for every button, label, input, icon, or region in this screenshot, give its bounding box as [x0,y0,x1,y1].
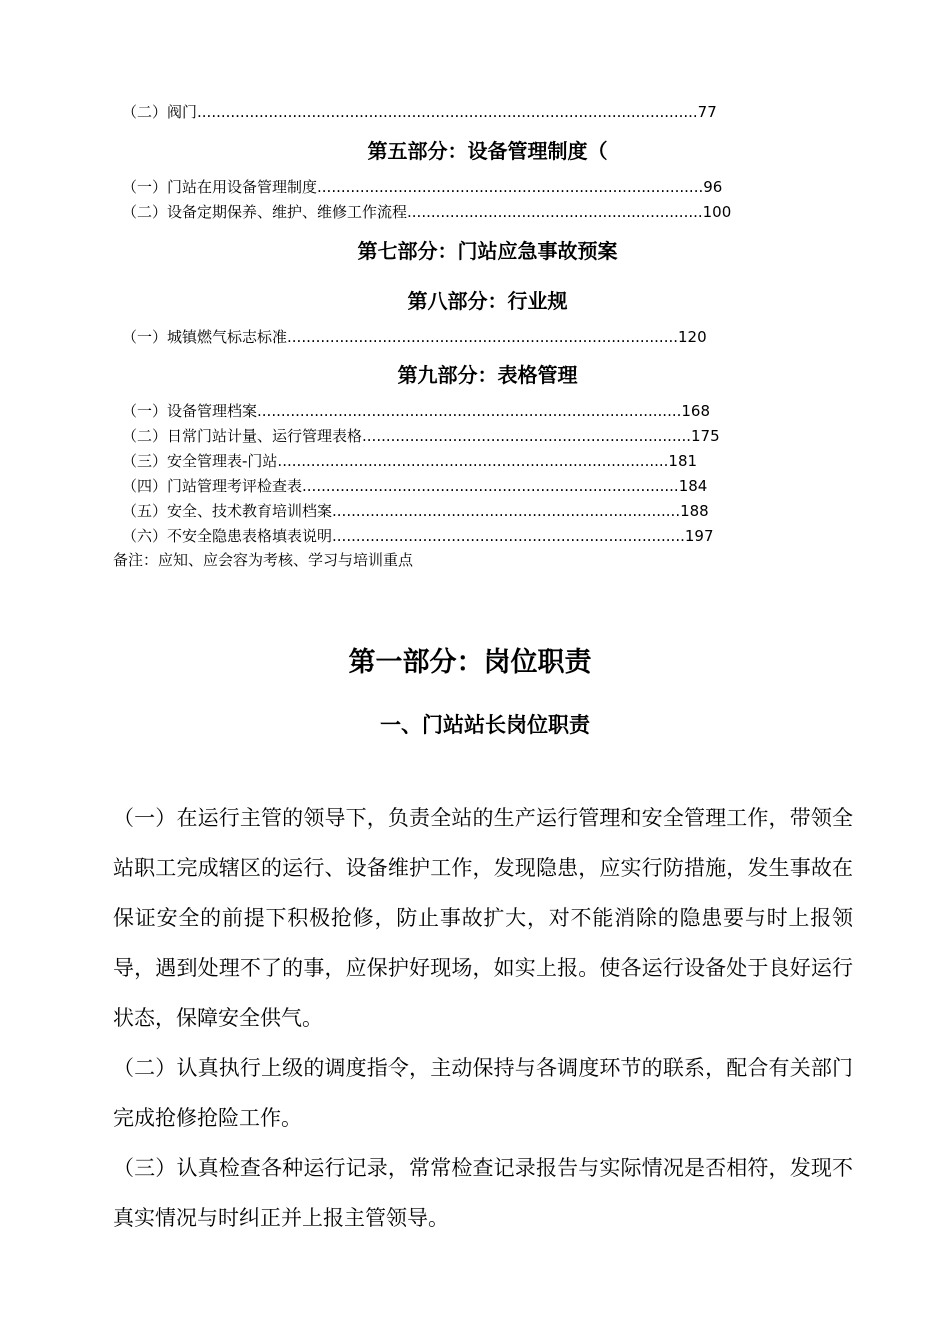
toc-entry[interactable] [122,477,707,497]
toc-entry-valve[interactable] [122,103,717,123]
toc-entry-label: （一）设备管理档案 [122,402,258,420]
toc-leader-dots: ......................................................................................... [257,402,682,420]
toc-entry-label: （三）安全管理表-门站 [122,452,278,470]
toc-entry-page: 120 [678,328,707,346]
toc-entry-label: （五）安全、技术教育培训档案 [122,502,333,520]
toc-entry[interactable] [122,402,710,422]
toc-leader-dots: ......................................................................... [332,502,681,520]
toc-leader-dots: .......................................................................... [332,527,685,545]
toc-entry-page: 181 [668,452,698,470]
toc-entry-page: 175 [691,427,720,445]
toc-entry-label: （二）阀门 [122,103,198,121]
section-subtitle: 一、门站站长岗位职责 [380,713,590,737]
toc-entry-page: 197 [684,527,714,545]
toc-leader-dots: .................................................................................. [287,328,678,346]
body-paragraph: （三）认真检查各种运行记录，常常检查记录报告与实际情况是否相符，发现不真实情况与时纠正并上报主管领导。 [113,1156,853,1230]
toc-entry-label: （二）日常门站计量、运行管理表格 [122,427,363,445]
toc-entry[interactable] [122,427,720,447]
toc-section-9-heading: 第九部分：表格管理 [397,363,578,387]
part-title: 第一部分：岗位职责 [348,647,592,678]
body-paragraph: （二）认真执行上级的调度指令，主动保持与各调度环节的联系，配合有关部门完成抢修抢险工作。 [113,1056,853,1130]
toc-entry[interactable] [122,502,709,522]
toc-leader-dots: ............................................................................... [302,477,679,495]
toc-entry[interactable] [122,203,731,223]
toc-section-8-heading: 第八部分：行业规 [407,289,568,313]
body-paragraph: （一）在运行主管的领导下，负责全站的生产运行管理和安全管理工作，带领全站职工完成辖区的运行、设备维护工作，发现隐患，应实行防措施，发生事故在保证安全的前提下积极抢修，防止事故扩大，对不能消除的隐患要与时上报领导，遇到处理不了的事，应保护好现场，如实上报。使各运行设备处于良好运行状态，保障安全供气。 [113,806,853,1030]
toc-entry-page: 188 [680,502,709,520]
toc-leader-dots: ................................................................................. [317,178,704,196]
toc-entry[interactable] [122,527,714,547]
toc-leader-dots: .................................................................................. [277,452,669,470]
toc-entry[interactable] [122,178,722,198]
toc-entry-page: 100 [702,203,732,221]
toc-entry-page: 77 [697,103,717,121]
toc-entry[interactable] [122,328,707,348]
toc-entry-label: （六）不安全隐患表格填表说明 [122,527,333,545]
toc-note: 备注：应知、应会容为考核、学习与培训重点 [113,551,414,569]
toc-entry-label: （一）城镇燃气标志标准 [122,328,288,346]
toc-section-7-heading: 第七部分：门站应急事故预案 [357,239,618,263]
toc-leader-dots: ..................................................................... [362,427,692,445]
toc-leader-dots: .............................................................. [407,203,703,221]
toc-entry-page: 184 [678,477,708,495]
toc-entry-label: （一）门站在用设备管理制度 [122,178,318,196]
toc-entry-label: （二）设备定期保养、维护、维修工作流程 [122,203,408,221]
toc-entry-page: 96 [703,178,723,196]
toc-entry-page: 168 [681,402,711,420]
toc-entry-label: （四）门站管理考评检查表 [122,477,303,495]
toc-leader-dots: ......................................................................................................... [197,103,698,121]
toc-section-5-heading: 第五部分：设备管理制度（ [367,139,608,163]
toc-entry[interactable] [122,452,697,472]
